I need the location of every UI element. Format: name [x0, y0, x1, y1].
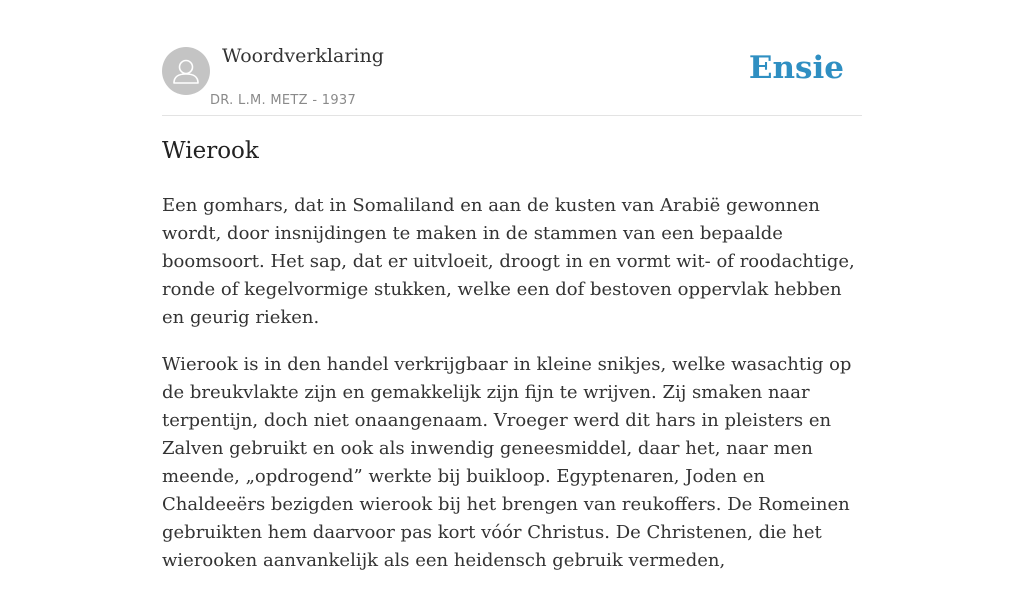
source-year: 1937: [321, 93, 357, 108]
source-header: [162, 0, 862, 116]
entry-paragraph: Wierook is in den handel verkrijgbaar in kleine snikjes, welke wasachtig op de breukvlakte zijn en gemakkelijk zijn fijn te wrijven. Zij smaken naar terpentijn, doch niet onaangenaam. Vroeger werd dit hars in pleisters en Zalven gebruikt en ook als inwendig geneesmiddel, daar het, naar men meende, „opdrogend” werkte bij buikloop. Egyptenaren, Joden en Chaldeeërs bezigden wierook bij het brengen van reukoffers. De Romeinen gebruikten hem daarvoor pas kort vóór Christus. De Christenen, die het wierooken aanvankelijk als een heidensch gebruik vermeden,: [162, 354, 852, 571]
source-title[interactable]: Woordverklaring: [222, 45, 384, 67]
user-placeholder-icon[interactable]: [162, 47, 210, 95]
ensie-logo[interactable]: Ensie: [748, 50, 844, 86]
entry-title: Wierook: [162, 138, 259, 164]
content-column: [162, 0, 862, 571]
source-meta: [210, 93, 356, 108]
entry-body: [162, 192, 862, 594]
source-author[interactable]: DR. L.M. METZ: [210, 93, 308, 108]
meta-separator: -: [307, 93, 322, 108]
entry-paragraph: Een gomhars, dat in Somaliland en aan de kusten van Arabië gewonnen wordt, door insnijdingen te maken in de stammen van een bepaalde boomsoort. Het sap, dat er uitvloeit, droogt in en vormt wit- of roodachtige, ronde of kegelvormige stukken, welke een dof bestoven oppervlak hebben en geurig rieken.: [162, 195, 855, 328]
